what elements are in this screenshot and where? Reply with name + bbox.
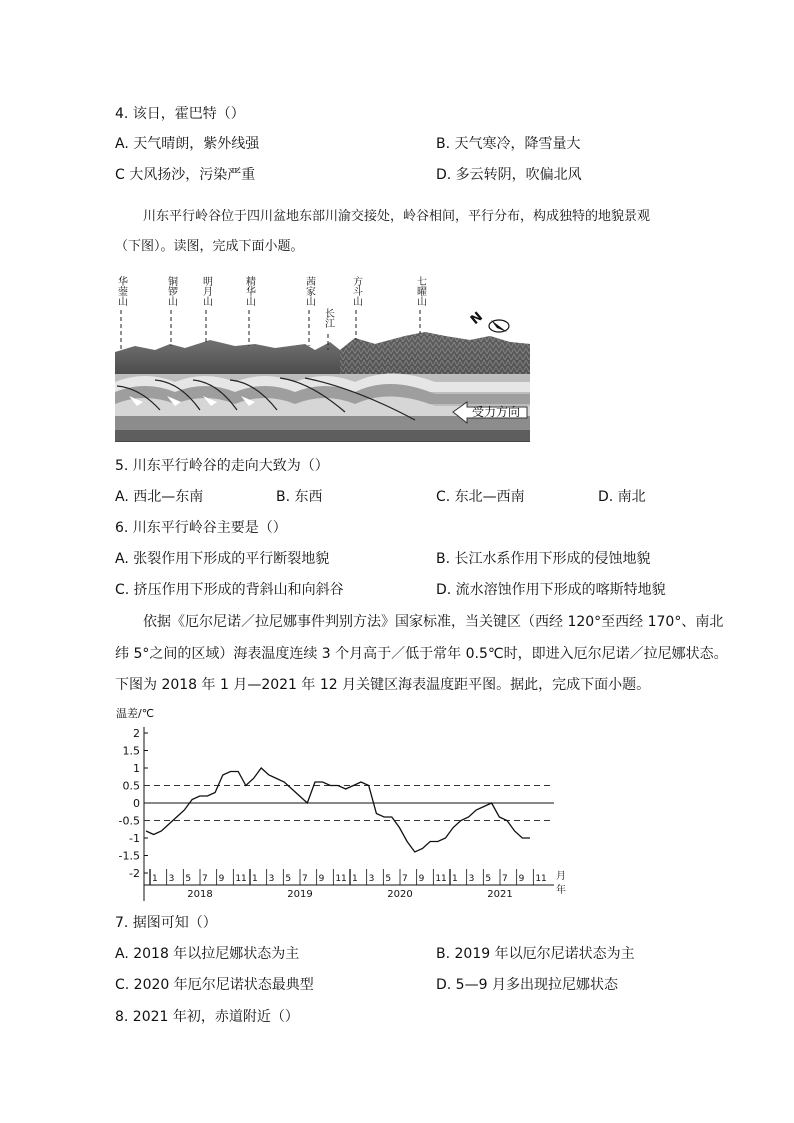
passage-1-line-2: （下图）。读图，完成下面小题。: [115, 239, 304, 254]
x-tick-label: 5: [285, 874, 292, 884]
terrain-diagram: [115, 270, 530, 442]
x-tick-label: 3: [268, 874, 275, 884]
x-tick-label: 7: [302, 874, 308, 884]
q6-option-a: A. 张裂作用下形成的平行断裂地貌: [115, 551, 330, 567]
x-tick-label: 9: [518, 874, 525, 884]
svg-text:N: N: [467, 309, 486, 328]
q4-option-a: A. 天气晴朗，紫外线强: [115, 136, 260, 152]
question-5-stem: 5. 川东平行岭谷的走向大致为（）: [115, 458, 329, 474]
threshold-lines: [144, 786, 554, 821]
y-tick-label: -1: [129, 832, 140, 845]
passage-2-line-1: 依据《厄尔尼诺／拉尼娜事件判别方法》国家标准，当关键区（西经 120°至西经 170°、南北: [143, 614, 724, 630]
mountain-label-mingyue: 明月山: [200, 276, 212, 306]
passage-2-line-2: 纬 5°之间的区域）海表温度连续 3 个月高于／低于常年 0.5℃时，即进入厄尔尼诺／拉尼娜状态。: [115, 646, 728, 662]
y-tick-label: 2: [133, 727, 140, 740]
y-axis: [119, 727, 148, 901]
x-tick-label: 1: [352, 874, 358, 884]
force-direction-label: 受力方向: [471, 405, 521, 419]
x-tick-label: 11: [235, 874, 247, 884]
y-tick-label: 1: [133, 762, 140, 775]
year-label: 2018: [187, 889, 213, 900]
x-tick-label: 5: [385, 874, 392, 884]
mountain-label-tongluo: 铜锣山: [165, 276, 177, 306]
y-tick-label: 1.5: [122, 744, 140, 758]
x-tick-label: 11: [535, 874, 547, 884]
axis-unit-year: 年: [556, 885, 566, 896]
x-tick-label: 3: [468, 874, 475, 884]
q5-option-b: B. 东西: [276, 489, 323, 505]
x-tick-label: 1: [252, 874, 258, 884]
mountain-label-huaying: 华蓥山: [115, 276, 127, 306]
q5-option-d: D. 南北: [598, 489, 646, 505]
mountain-label-qianjia: 茜家山: [303, 276, 315, 306]
river-label-changjiang: 长江: [322, 308, 334, 328]
x-tick-label: 5: [485, 874, 492, 884]
chart-ylabel: 温差/℃: [116, 707, 155, 720]
x-tick-label: 11: [435, 874, 447, 884]
mountain-label-qiyao: 七曜山: [414, 276, 426, 306]
question-4-stem: 4. 该日，霍巴特（）: [115, 106, 245, 122]
q7-option-a: A. 2018 年以拉尼娜状态为主: [115, 946, 300, 962]
year-label: 2020: [387, 889, 413, 900]
q7-option-c: C. 2020 年厄尔尼诺状态最典型: [115, 977, 314, 993]
x-tick-label: 7: [202, 874, 208, 884]
anomaly-line: [146, 768, 530, 852]
year-label: 2019: [287, 889, 313, 900]
x-tick-label: 11: [335, 874, 347, 884]
x-tick-label: 1: [152, 874, 158, 884]
q4-option-c: C 大风扬沙，污染严重: [115, 167, 256, 183]
q7-option-b: B. 2019 年以厄尔尼诺状态为主: [436, 946, 635, 962]
mountain-label-fangdou: 方斗山: [350, 276, 362, 306]
question-6-stem: 6. 川东平行岭谷主要是（）: [115, 520, 287, 536]
x-tick-label: 3: [168, 874, 175, 884]
mountain-labels: [116, 275, 427, 329]
question-7-stem: 7. 据图可知（）: [115, 915, 217, 931]
y-tick-label: 0.5: [122, 779, 140, 793]
anomaly-series: [146, 768, 530, 852]
mountain-label-jinghua: 精华山: [243, 276, 255, 306]
year-label: 2021: [487, 889, 513, 900]
x-axis: [144, 869, 554, 900]
y-tick-label: -1.5: [118, 849, 140, 863]
q6-option-d: D. 流水溶蚀作用下形成的喀斯特地貌: [436, 582, 666, 598]
x-tick-label: 7: [502, 874, 508, 884]
y-tick-label: -2: [129, 867, 140, 880]
q6-option-c: C. 挤压作用下形成的背斜山和向斜谷: [115, 582, 344, 598]
passage-1-line-1: 川东平行岭谷位于四川盆地东部川渝交接处，岭谷相间，平行分布，构成独特的地貌景观: [143, 209, 651, 224]
sst-anomaly-chart: [112, 703, 572, 901]
q4-option-b: B. 天气寒冷，降雪量大: [436, 136, 581, 152]
x-tick-label: 3: [368, 874, 375, 884]
y-tick-label: 0: [133, 797, 140, 810]
x-tick-label: 9: [418, 874, 425, 884]
passage-2-line-3: 下图为 2018 年 1 月—2021 年 12 月关键区海表温度距平图。据此，完成下面小题。: [115, 677, 651, 693]
x-tick-label: 9: [218, 874, 225, 884]
x-tick-label: 7: [402, 874, 408, 884]
x-tick-label: 9: [318, 874, 325, 884]
q5-option-c: C. 东北—西南: [436, 489, 525, 505]
y-tick-label: -0.5: [118, 814, 140, 828]
axis-unit-month: 月: [556, 871, 566, 882]
q5-option-a: A. 西北—东南: [115, 489, 204, 505]
q6-option-b: B. 长江水系作用下形成的侵蚀地貌: [436, 551, 651, 567]
q4-option-d: D. 多云转阴，吹偏北风: [436, 167, 582, 183]
north-compass-icon: [468, 309, 509, 332]
x-tick-label: 1: [452, 874, 458, 884]
x-tick-label: 5: [185, 874, 192, 884]
q7-option-d: D. 5—9 月多出现拉尼娜状态: [436, 977, 618, 993]
question-8-stem: 8. 2021 年初，赤道附近（）: [115, 1009, 299, 1025]
